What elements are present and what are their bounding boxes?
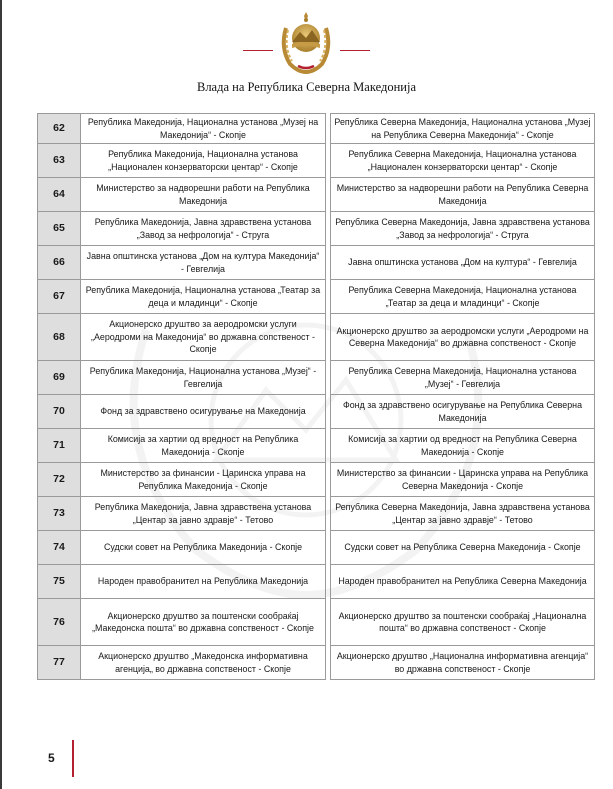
new-name-cell: Фонд за здравствено осигурување на Република Северна Македонија (331, 395, 595, 429)
table-row (38, 463, 595, 497)
table-row (38, 212, 595, 246)
old-name-cell: Република Македонија, Национална установа „Музеј“ - Гевгелија (81, 361, 326, 395)
row-number: 74 (38, 531, 81, 565)
old-name-cell: Министерство за надворешни работи на Република Македонија (81, 178, 326, 212)
page-left-edge (0, 0, 2, 789)
table-row (38, 429, 595, 463)
header-rule-left (243, 50, 273, 51)
new-name-cell: Акционерско друштво „Национална информативна агенција“ во државна сопственост - Скопје (331, 646, 595, 680)
table-row (38, 565, 595, 599)
old-name-cell: Акционерско друштво „Македонска информативна агенција„ во државна сопственост - Скопје (81, 646, 326, 680)
table-row (38, 246, 595, 280)
new-name-cell: Република Северна Македонија, Национална установа „Музеј на Република Северна Македонија“ - Скопје (331, 114, 595, 144)
new-name-cell: Народен правобранител на Република Северна Македонија (331, 565, 595, 599)
row-number: 75 (38, 565, 81, 599)
page-number: 5 (48, 751, 55, 765)
old-name-cell: Комисија за хартии од вредност на Република Македонија - Скопје (81, 429, 326, 463)
header-rule-right (340, 50, 370, 51)
coat-of-arms-icon (276, 8, 336, 74)
table-body (38, 114, 595, 680)
table-row (38, 395, 595, 429)
old-name-cell: Република Македонија, Национална установа „Театар за деца и младинци“ - Скопје (81, 280, 326, 314)
old-name-cell: Република Македонија, Национална установа „Национален конзерваторски центар“ - Скопје (81, 144, 326, 178)
table-row (38, 361, 595, 395)
row-number: 70 (38, 395, 81, 429)
header-emblem (0, 8, 613, 74)
row-number: 64 (38, 178, 81, 212)
old-name-cell: Фонд за здравствено осигурување на Македонија (81, 395, 326, 429)
row-number: 62 (38, 114, 81, 144)
row-number: 65 (38, 212, 81, 246)
new-name-cell: Комисија за хартии од вредност на Република Северна Македонија - Скопје (331, 429, 595, 463)
table-row (38, 280, 595, 314)
table-row (38, 114, 595, 144)
row-number: 76 (38, 599, 81, 646)
old-name-cell: Акционерско друштво за аеродромски услуги „Аеродроми на Македонија“ во државна сопственост - Скопје (81, 314, 326, 361)
new-name-cell: Акционерско друштво за аеродромски услуги „Аеродроми на Северна Македонија“ во државна сопственост - Скопје (331, 314, 595, 361)
table-row (38, 178, 595, 212)
row-number: 73 (38, 497, 81, 531)
table-row (38, 497, 595, 531)
old-name-cell: Јавна општинска установа „Дом на култура Македонија“ - Гевгелија (81, 246, 326, 280)
new-name-cell: Република Северна Македонија, Јавна здравствена установа „Центар за јавно здравје“ - Тетово (331, 497, 595, 531)
row-number: 69 (38, 361, 81, 395)
row-number: 67 (38, 280, 81, 314)
new-name-cell: Република Северна Македонија, Национална установа „Национален конзерваторски центар“ - Скопје (331, 144, 595, 178)
row-number: 71 (38, 429, 81, 463)
old-name-cell: Република Македонија, Национална установа „Музеј на Македонија“ - Скопје (81, 114, 326, 144)
new-name-cell: Судски совет на Република Северна Македонија - Скопје (331, 531, 595, 565)
old-name-cell: Република Македонија, Јавна здравствена установа „Завод за нефрологија“ - Струга (81, 212, 326, 246)
page-number-bar (72, 740, 74, 777)
row-number: 72 (38, 463, 81, 497)
table-row (38, 531, 595, 565)
new-name-cell: Република Северна Македонија, Национална установа „Театар за деца и младинци“ - Скопје (331, 280, 595, 314)
old-name-cell: Народен правобранител на Република Македонија (81, 565, 326, 599)
government-title: Влада на Република Северна Македонија (196, 80, 416, 94)
table-row (38, 314, 595, 361)
row-number: 63 (38, 144, 81, 178)
row-number: 68 (38, 314, 81, 361)
new-name-cell: Акционерско друштво за поштенски сообраќај „Национална пошта“ во државна сопственост - Скопје (331, 599, 595, 646)
table-row (38, 599, 595, 646)
table-row (38, 646, 595, 680)
old-name-cell: Министерство за финансии - Царинска управа на Република Македонија - Скопје (81, 463, 326, 497)
row-number: 77 (38, 646, 81, 680)
old-name-cell: Акционерско друштво за поштенски сообраќај „Македонска пошта“ во државна сопственост - Скопје (81, 599, 326, 646)
new-name-cell: Министерство за финансии - Царинска управа на Република Северна Македонија - Скопје (331, 463, 595, 497)
new-name-cell: Република Северна Македонија, Национална установа „Музеј“ - Гевгелија (331, 361, 595, 395)
new-name-cell: Република Северна Македонија, Јавна здравствена установа „Завод за нефрологија“ - Струга (331, 212, 595, 246)
new-name-cell: Јавна општинска установа „Дом на култура“ - Гевгелија (331, 246, 595, 280)
old-name-cell: Судски совет на Република Македонија - Скопје (81, 531, 326, 565)
institutions-table (37, 113, 595, 680)
table-row (38, 144, 595, 178)
old-name-cell: Република Македонија, Јавна здравствена установа „Центар за јавно здравје“ - Тетово (81, 497, 326, 531)
new-name-cell: Министерство за надворешни работи на Република Северна Македонија (331, 178, 595, 212)
row-number: 66 (38, 246, 81, 280)
